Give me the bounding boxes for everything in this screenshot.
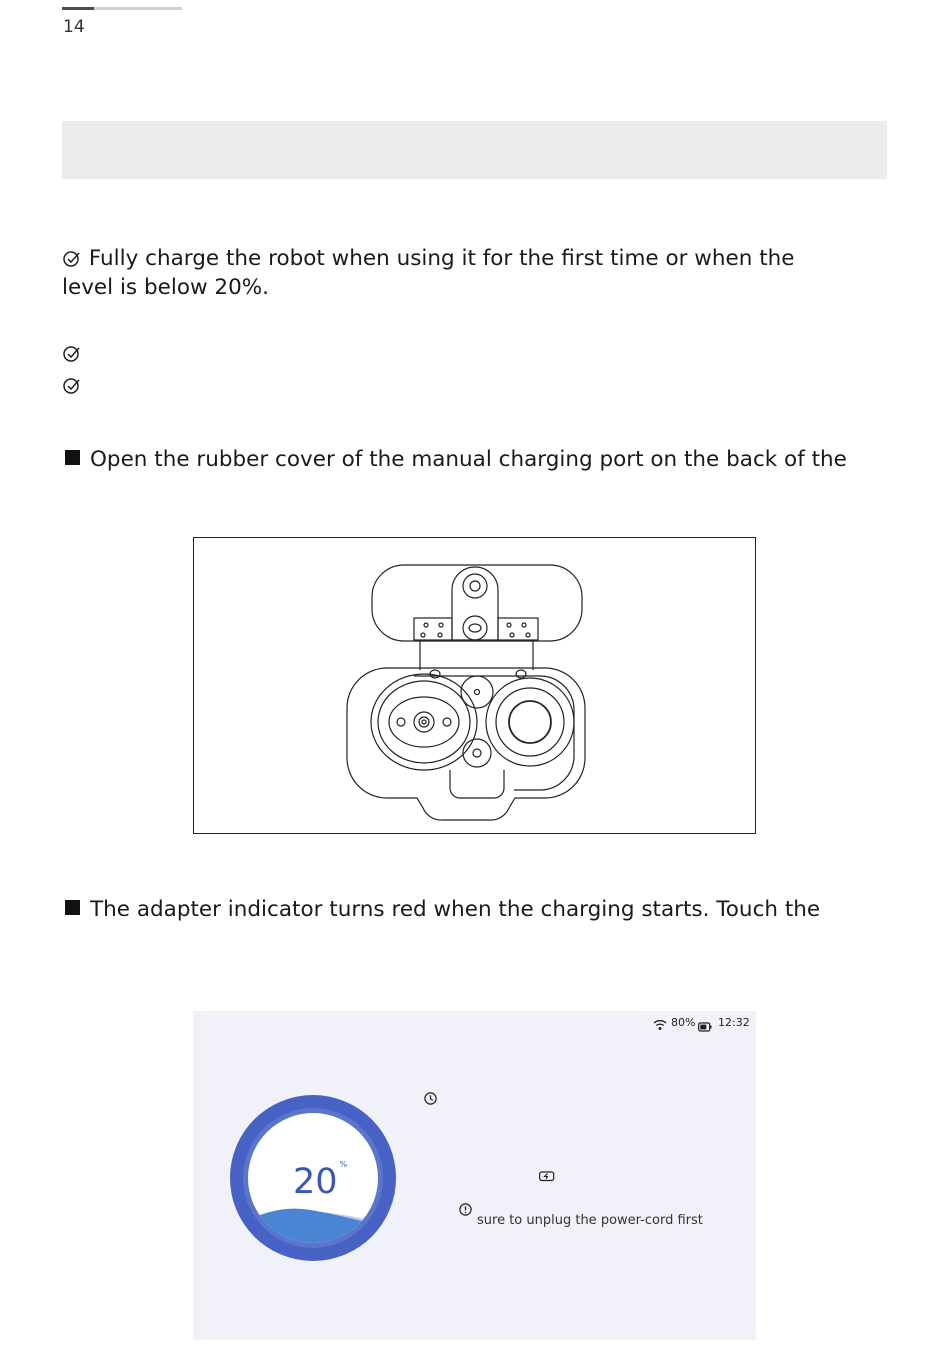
battery-icon <box>698 1017 712 1036</box>
status-bar <box>653 1016 749 1030</box>
charging-port-drawing <box>194 538 755 833</box>
check-circle-icon <box>62 343 82 367</box>
charging-port-illustration <box>193 537 756 834</box>
step-2-text: The adapter indicator turns red when the charging starts. Touch the <box>90 897 821 922</box>
clock-icon <box>424 1090 437 1109</box>
step-1-text: Open the rubber cover of the manual charging port on the back of the <box>90 447 847 472</box>
step-1 <box>65 445 925 474</box>
step-2 <box>65 895 925 924</box>
battery-level-readout <box>293 1160 347 1202</box>
page-number-indicator <box>62 7 182 10</box>
wifi-icon <box>653 1016 667 1035</box>
battery-level-gauge <box>229 1094 397 1262</box>
square-bullet <box>65 900 80 915</box>
battery-level-value: 20 <box>293 1162 338 1202</box>
first-charge-line2: level is below 20%. <box>62 275 270 300</box>
warning-text: sure to unplug the power-cord first <box>477 1213 703 1228</box>
first-charge-note <box>62 244 882 302</box>
first-charge-line1: Fully charge the robot when using it for the first time or when the <box>88 246 795 271</box>
section-heading-band <box>62 121 887 179</box>
square-bullet <box>65 450 80 465</box>
clock-time: 12:32 <box>718 1016 750 1029</box>
robot-charging-screen <box>193 1011 756 1340</box>
battery-percent: 80% <box>671 1016 696 1029</box>
check-circle-icon <box>62 247 82 267</box>
page-number: 14 <box>63 17 85 37</box>
check-circle-icon <box>62 375 82 399</box>
warning-icon <box>459 1201 472 1220</box>
charging-icon <box>539 1167 555 1186</box>
battery-level-unit: % <box>339 1160 348 1169</box>
